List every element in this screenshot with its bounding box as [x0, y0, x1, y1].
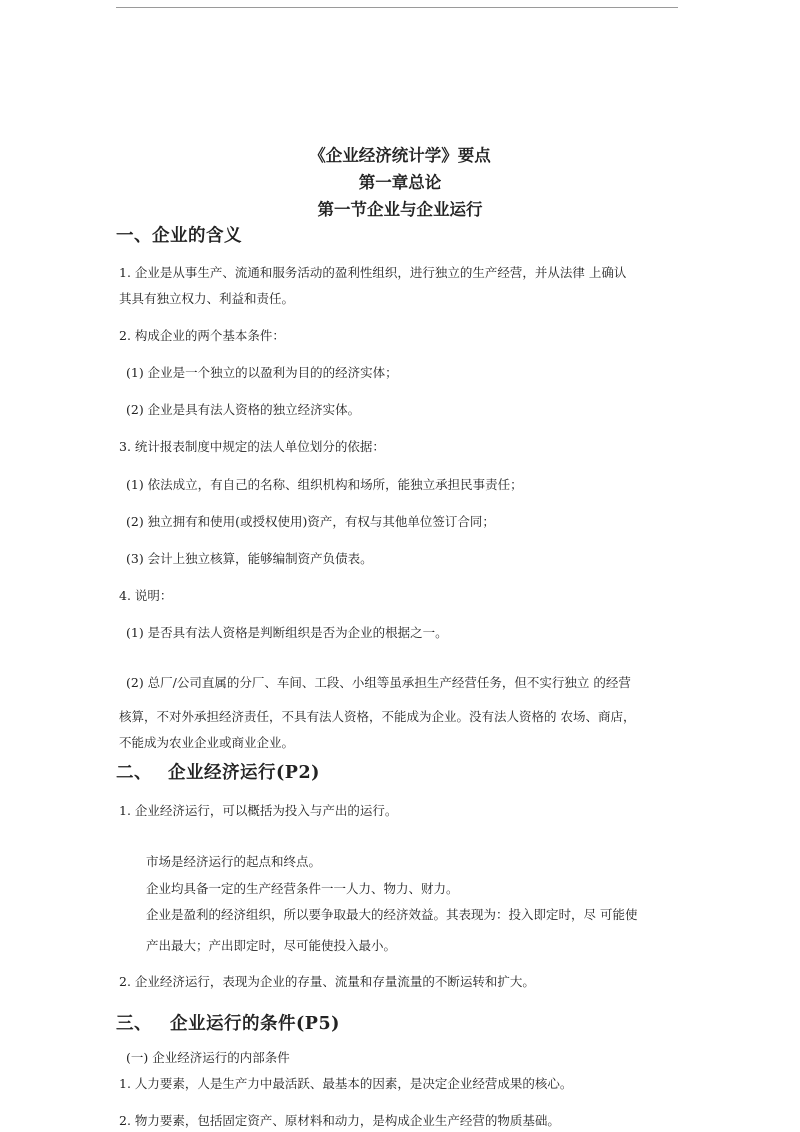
list-item-4-2-line-2: 核算，不对外承担经济责任，不具有法人资格，不能成为企业。没有法人资格的 农场、商店，	[119, 709, 636, 724]
chapter-title: 第一章总论	[358, 173, 442, 192]
paragraph-3: 3. 统计报表制度中规定的法人单位划分的依据：	[119, 439, 385, 454]
operation-paragraph-1: 1. 企业经济运行，可以概括为投入与产出的运行。	[119, 803, 398, 818]
list-item-3-1: (1) 依法成立，有自己的名称、组织机构和场所，能独立承担民事责任；	[126, 477, 523, 492]
paragraph-2: 2. 构成企业的两个基本条件：	[119, 328, 285, 343]
document-title: 《企业经济统计学》要点	[309, 146, 491, 165]
heading-text: 企业经济运行(P2)	[168, 763, 320, 783]
heading-economic-operation	[116, 759, 320, 784]
list-item-4-1: (1) 是否具有法人资格是判断组织是否为企业的根据之一。	[126, 625, 448, 640]
list-item-3-3: (3) 会计上独立核算，能够编制资产负债表。	[126, 551, 373, 566]
subheading-internal-conditions: (一) 企业经济运行的内部条件	[126, 1050, 290, 1065]
operation-paragraph-2: 2. 企业经济运行，表现为企业的存量、流量和存量流量的不断运转和扩大。	[119, 974, 535, 989]
paragraph-4: 4. 说明：	[119, 588, 173, 603]
list-item-4-2-line-3: 不能成为农业企业或商业企业。	[119, 735, 295, 750]
conditions-paragraph-1: 1. 人力要素，人是生产力中最活跃、最基本的因素，是决定企业经营成果的核心。	[119, 1076, 573, 1091]
list-item-4-2-line-1: (2) 总厂/公司直属的分厂、车间、工段、小组等虽承担生产经营任务，但不实行独立 的经营	[126, 675, 631, 690]
header-rule	[116, 7, 678, 8]
operation-point-1: 市场是经济运行的起点和终点。	[146, 854, 322, 869]
heading-prefix: 二、	[116, 763, 152, 783]
paragraph-1-line-2: 其具有独立权力、利益和责任。	[119, 291, 295, 306]
operation-point-3-line-1: 企业是盈利的经济组织，所以要争取最大的经济效益。其表现为：投入即定时，尽 可能使	[146, 907, 638, 922]
paragraph-1-line-1: 1. 企业是从事生产、流通和服务活动的盈利性组织，进行独立的生产经营，并从法律 上确认	[119, 265, 627, 280]
heading-operation-conditions	[116, 1010, 340, 1035]
section-title: 第一节企业与企业运行	[317, 200, 483, 219]
conditions-paragraph-2: 2. 物力要素，包括固定资产、原材料和动力，是构成企业生产经营的物质基础。	[119, 1113, 560, 1128]
operation-point-2: 企业均具备一定的生产经营条件一一人力、物力、财力。	[146, 881, 459, 896]
heading-text: 企业运行的条件(P5)	[170, 1014, 340, 1034]
heading-prefix: 三、	[116, 1014, 152, 1034]
heading-enterprise-meaning: 一、企业的含义	[116, 226, 242, 246]
operation-point-3-line-2: 产出最大；产出即定时，尽可能使投入最小。	[146, 938, 397, 953]
list-item-2-1: (1) 企业是一个独立的以盈利为目的的经济实体；	[126, 365, 398, 380]
list-item-3-2: (2) 独立拥有和使用(或授权使用)资产，有权与其他单位签订合同；	[126, 514, 495, 529]
list-item-2-2: (2) 企业是具有法人资格的独立经济实体。	[126, 402, 361, 417]
